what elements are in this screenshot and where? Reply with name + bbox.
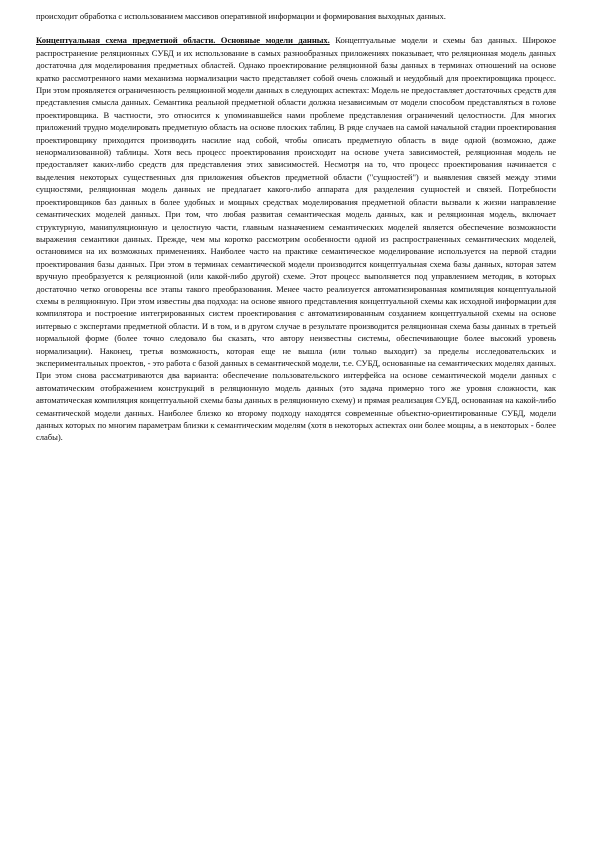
intro-paragraph: происходит обработка с использованием массивов оперативной информации и формирования выходных данных. [36,11,446,21]
section-body: Концептуальные модели и схемы баз данных. Широкое распространение реляционных СУБД и их использование в самых разнообразных приложениях показывает, что реляционная модель данных достаточна для моделирования предметных областей. Однако проектирование реляционной базы данных в терминах отношений на основе кратко рассмотренного нами механизма нормализации часто представляет собой очень сложный и неудобный для проектировщика процесс. При этом проявляется ограниченность реляционной модели данных в следующих аспектах: Модель не предоставляет достаточных средств для представления смысла данных. Семантика реальной предметной области должна независимым от модели способом представляться в голове проектировщика. В частности, это относится к упоминавшейся нами проблеме представления ограничений целостности. Для многих приложений трудно моделировать предметную область на основе плоских таблиц. В ряде случаев на самой начальной стадии проектирования проектировщику приходится производить насилие над собой, чтобы описать предметную область в виде одной (возможно, даже ненормализованной) таблицы. Хотя весь процесс проектирования происходит на основе учета зависимостей, реляционная модель не предоставляет каких-либо средств для представления этих зависимостей. Несмотря на то, что процесс проектирования начинается с выделения некоторых существенных для приложения объектов предметной области ("сущностей") и выявления связей между этими сущностями, реляционная модель данных не предлагает какого-либо аппарата для разделения сущностей и связей. Потребности проектировщиков баз данных в более удобных и мощных средствах моделирования предметной области вызвали к жизни направление семантических моделей данных. При том, что любая развитая семантическая модель данных, как и реляционная модель, включает структурную, манипуляционную и целостную части, главным назначением семантических моделей является обеспечение возможности выражения семантики данных. Прежде, чем мы коротко рассмотрим особенности одной из распространенных семантических моделей, остановимся на их возможных применениях. Наиболее часто на практике семантическое моделирование используется на первой стадии проектирования базы данных. При этом в терминах семантической модели производится концептуальная схема базы данных, которая затем вручную преобразуется к реляционной (или какой-либо другой) схеме. Этот процесс выполняется под управлением методик, в которых достаточно четко оговорены все этапы такого преобразования. Менее часто реализуется автоматизированная компиляция концептуальной схемы в реляционную. При этом известны два подхода: на основе явного представления концептуальной схемы как исходной информации для компилятора и построение интегрированных систем проектирования с автоматизированным созданием концептуальной схемы на основе интервью с экспертами предметной области. И в том, и в другом случае в результате производится реляционная схема базы данных в третьей нормальной форме (более точно следовало бы сказать, что автору неизвестны системы, обеспечивающие более высокий уровень нормализации). Наконец, третья возможность, которая еще не вышла (или только выходит) за пределы исследовательских и экспериментальных проектов, - это работа с базой данных в семантической модели, т.е. СУБД, основанные на семантических моделях данных. При этом снова рассматриваются два варианта: обеспечение пользовательского интерфейса на основе семантической модели данных с автоматическим отображением конструкций в реляционную модель данных (это задача примерно того же уровня сложности, как автоматическая компиляция концептуальной схемы базы данных в реляционную схему) и прямая реализация СУБД, основанная на какой-либо семантической модели данных. Наиболее близко ко второму подходу находятся современные объектно-ориентированные СУБД, модели данных которых по многим параметрам близки к семантическим моделям (хотя в некоторых аспектах они более мощны, а в некоторых - более слабы). [36,35,556,443]
section-paragraph [36,34,556,443]
document-text [36,10,556,444]
section-heading: Концептуальная схема предметной области. Основные модели данных. [36,35,330,46]
paragraph-gap [36,22,556,34]
